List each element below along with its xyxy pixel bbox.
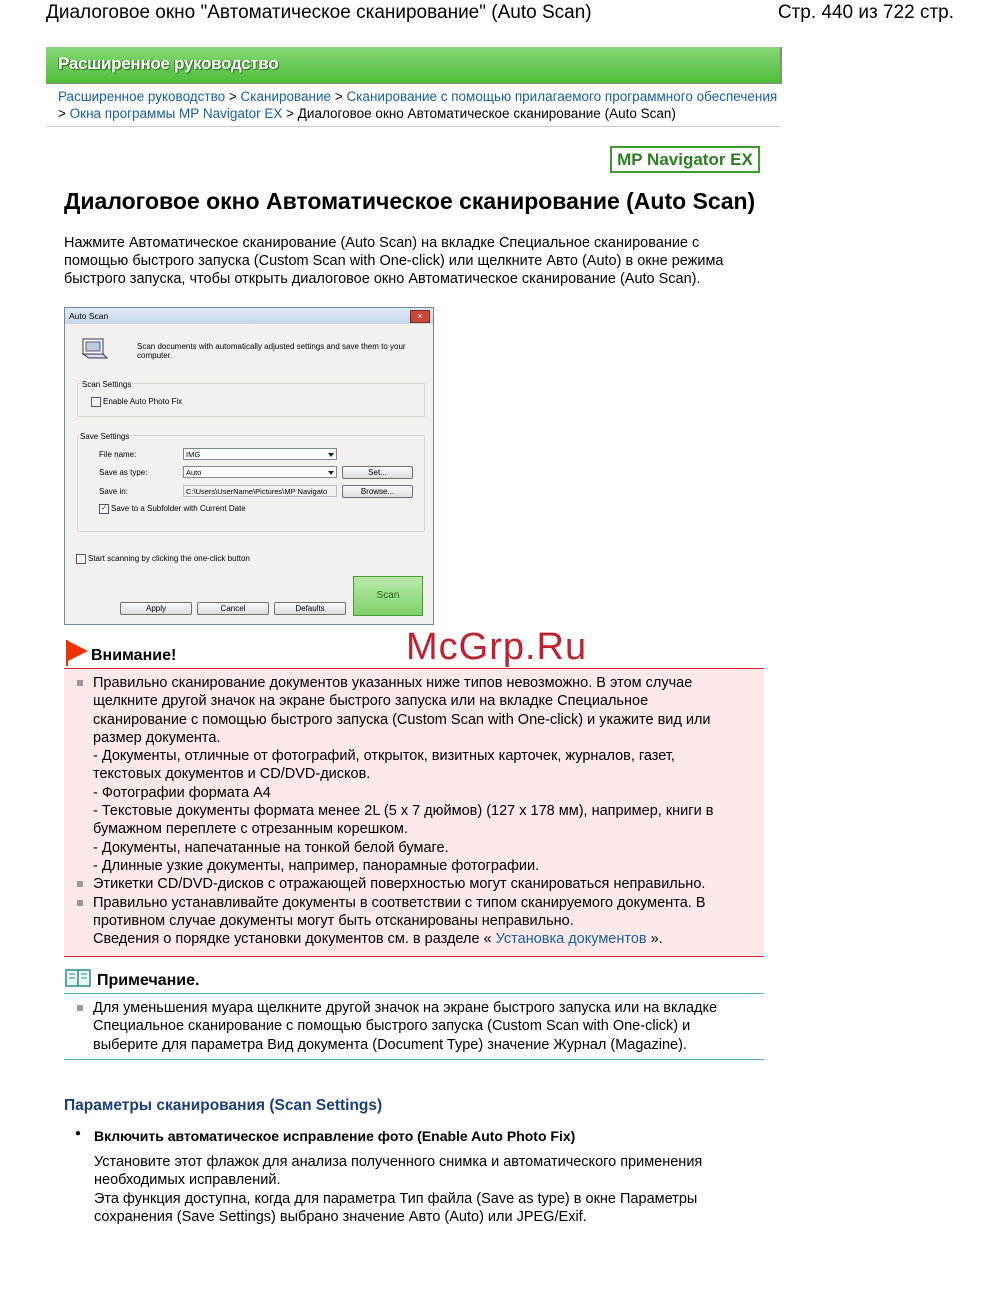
save-in-label: Save in: (99, 487, 128, 496)
file-name-label: File name: (99, 450, 137, 459)
scanner-icon (81, 336, 109, 360)
list-item: Для уменьшения муара щелкните другой значок на экране быстрого запуска или на вкладке Специальное сканирование с помощью быстрого запуска (Custom Scan with One-click) и выберите для параметра Вид документа (Document Type) значение Журнал (Magazine). (64, 999, 744, 1054)
attention-box (64, 668, 764, 957)
page-title: Диалоговое окно "Автоматическое сканирование" (Auto Scan) (46, 2, 592, 23)
subfolder-label: Save to a Subfolder with Current Date (111, 504, 246, 513)
dialog-description: Scan documents with automatically adjusted settings and save them to your computer. (137, 342, 406, 360)
list-item: Этикетки CD/DVD-дисков с отражающей поверхностью могут сканироваться неправильно. (64, 875, 744, 893)
subfolder-checkbox[interactable]: ✓ (99, 504, 109, 514)
list-subitem: - Длинные узкие документы, например, панорамные фотографии. (93, 857, 540, 874)
book-icon (65, 969, 91, 987)
list-subitem: - Фотографии формата A4 (93, 784, 271, 801)
breadcrumb-separator: > (286, 106, 295, 121)
defaults-button[interactable]: Defaults (274, 602, 346, 615)
scan-button[interactable]: Scan (353, 576, 423, 616)
enable-auto-photo-fix-label: Enable Auto Photo Fix (103, 397, 183, 406)
section-text (94, 1153, 754, 1226)
list-item: Правильно устанавливайте документы в соответствии с типом сканируемого документа. В противном случае документы могут быть отсканированы неправильно. (64, 894, 744, 931)
breadcrumb-link-software[interactable]: Сканирование с помощью прилагаемого программного обеспечения (346, 89, 778, 104)
note-title: Примечание. (97, 972, 200, 989)
watermark: McGrp.Ru (406, 626, 588, 668)
save-as-type-select[interactable] (183, 466, 337, 478)
link-prefix: Сведения о порядке установки документов см. в разделе « (93, 931, 496, 948)
link-suffix: ». (646, 931, 663, 948)
section-heading: Параметры сканирования (Scan Settings) (64, 1097, 383, 1114)
chevron-down-icon (328, 471, 334, 475)
page-number: Стр. 440 из 722 стр. (777, 2, 954, 23)
list-subitem: - Документы, напечатанные на тонкой белой бумаге. (93, 839, 449, 856)
paragraph: Эта функция доступна, когда для параметра Тип файла (Save as type) в окне Параметры сохранения (Save Settings) выбрано значение Авто (Auto) или JPEG/Exif. (94, 1190, 698, 1225)
save-settings-label: Save Settings (80, 432, 130, 441)
breadcrumb-separator: > (334, 89, 343, 104)
breadcrumb-link-windows[interactable]: Окна программы MP Navigator EX (69, 106, 283, 121)
document-loading-link[interactable]: Установка документов (495, 931, 647, 948)
bullet-heading: ● Включить автоматическое исправление фото (Enable Auto Photo Fix) (76, 1128, 575, 1144)
scan-settings-label: Scan Settings (82, 380, 132, 389)
breadcrumb (58, 88, 778, 122)
file-name-input[interactable] (183, 448, 337, 460)
breadcrumb-separator: > (228, 89, 237, 104)
divider (46, 126, 780, 127)
auto-scan-dialog (64, 307, 434, 625)
list-subitem: - Документы, отличные от фотографий, открыток, визитных карточек, журналов, газет, текстовых документов и CD/DVD-дисков. (93, 748, 675, 783)
browse-button[interactable]: Browse... (342, 485, 413, 498)
product-badge: MP Navigator EX (610, 146, 760, 173)
breadcrumb-current: Диалоговое окно Автоматическое сканирование (Auto Scan) (297, 106, 676, 121)
start-oneclick-checkbox[interactable] (76, 554, 86, 564)
start-oneclick-label: Start scanning by clicking the one-click button (88, 554, 250, 563)
intro-paragraph: Нажмите Автоматическое сканирование (Auto Scan) на вкладке Специальное сканирование с помощью быстрого запуска (Custom Scan with One-click) или щелкните Авто (Auto) в окне режима быстрого запуска, чтобы открыть диалоговое окно Автоматическое сканирование (Auto Scan). (64, 235, 724, 288)
apply-button[interactable]: Apply (120, 602, 192, 615)
flag-icon (66, 640, 88, 662)
article-heading: Диалоговое окно Автоматическое сканирование (Auto Scan) (64, 188, 756, 214)
dialog-title: Auto Scan (69, 311, 109, 321)
save-in-field: C:\Users\UserName\Pictures\MP Navigato (183, 485, 337, 497)
enable-auto-photo-fix-checkbox[interactable] (91, 397, 101, 407)
note-box (64, 993, 764, 1060)
list-subitem: - Текстовые документы формата менее 2L (5 x 7 дюймов) (127 x 178 мм), например, книги в бумажном переплете с отрезанным корешком. (93, 803, 714, 838)
breadcrumb-separator: > (58, 106, 66, 121)
breadcrumb-link-guide[interactable]: Расширенное руководство (58, 89, 226, 104)
close-button[interactable]: × (410, 310, 430, 323)
dialog-titlebar (65, 308, 433, 324)
section-banner (46, 47, 782, 84)
attention-title: Внимание! (91, 647, 177, 664)
chevron-down-icon (328, 453, 334, 457)
paragraph: Установите этот флажок для анализа полученного снимка и автоматического применения необходимых исправлений. (94, 1154, 703, 1189)
set-button[interactable]: Set... (342, 466, 413, 479)
save-as-type-value: Auto (186, 468, 202, 477)
file-name-value: IMG (186, 450, 201, 459)
breadcrumb-link-scanning[interactable]: Сканирование (240, 89, 332, 104)
cancel-button[interactable]: Cancel (197, 602, 269, 615)
list-item: Правильно сканирование документов указанных ниже типов невозможно. В этом случае щелкните другой значок на экране быстрого запуска или на вкладке Специальное сканирование с помощью быстрого запуска (Custom Scan with One-click) и укажите вид или размер документа. (64, 674, 744, 747)
list-subitem (64, 930, 744, 948)
banner-text: Расширенное руководство (58, 54, 279, 73)
save-as-type-label: Save as type: (99, 468, 148, 477)
